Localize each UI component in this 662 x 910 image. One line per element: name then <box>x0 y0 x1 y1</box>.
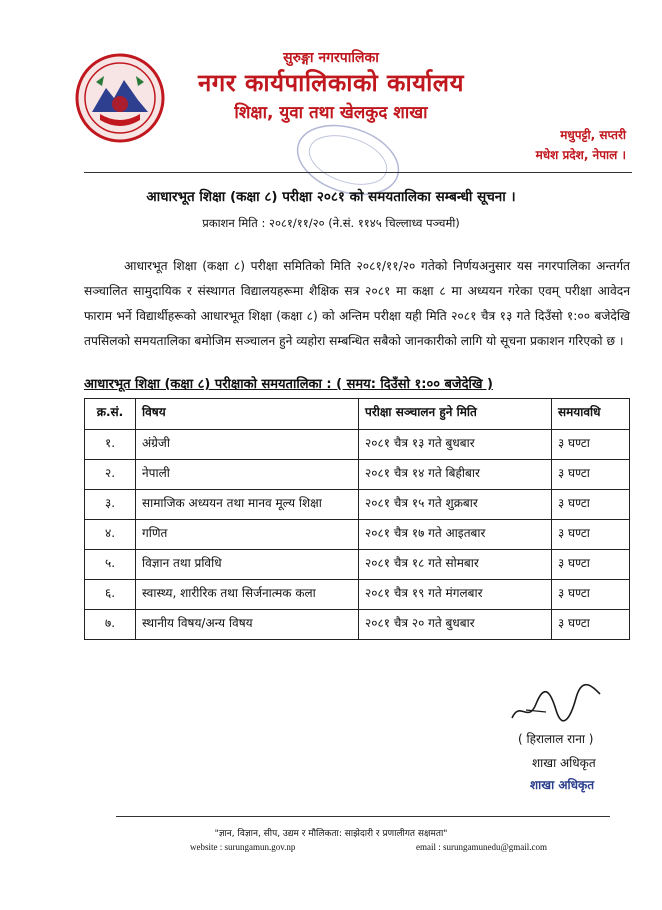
signer-name: ( हिरालाल राना ) <box>518 732 594 746</box>
row-subject: विज्ञान तथा प्रविधि <box>136 550 359 580</box>
municipality-name: सुरुङ्गा नगरपालिका <box>283 50 379 66</box>
row-date: २०८१ चैत्र १५ गते शुक्रबार <box>359 490 552 520</box>
row-serial: ३. <box>85 490 136 520</box>
branch-name: शिक्षा, युवा तथा खेलकुद शाखा <box>234 103 428 123</box>
footer-email: email : surungamunedu@gmail.com <box>416 842 548 852</box>
header-duration: समयावधि <box>552 399 630 430</box>
footer-divider <box>116 816 610 817</box>
handwritten-signature-icon <box>506 680 606 730</box>
table-row <box>85 580 630 610</box>
row-subject: स्थानीय विषय/अन्य विषय <box>136 610 359 640</box>
address-line-2: मधेश प्रदेश, नेपाल । <box>535 148 626 162</box>
row-duration: ३ घण्टा <box>552 490 630 520</box>
table-row <box>85 430 630 460</box>
table-header-row <box>85 399 630 430</box>
table-row <box>85 490 630 520</box>
row-date: २०८१ चैत्र १४ गते बिहीबार <box>359 460 552 490</box>
notice-body <box>84 254 630 354</box>
row-subject: गणित <box>136 520 359 550</box>
header-subject: विषय <box>136 399 359 430</box>
row-date: २०८१ चैत्र १९ गते मंगलबार <box>359 580 552 610</box>
notice-body-paragraph: आधारभूत शिक्षा (कक्षा ८) परीक्षा समितिको मिति २०८१/११/२० गतेको निर्णयअनुसार यस नगरपालिका अन्तर्गत सञ्चालित सामुदायिक र संस्थागत विद्यालयहरूमा शैक्षिक सत्र २०८१ मा कक्षा ८ मा अध्ययन गरेका एवम् परीक्षा आवेदन फाराम भर्ने विद्यार्थीहरूको आधारभूत शिक्षा (कक्षा ८) को अन्तिम परीक्षा यही मिति २०८१ चैत्र १३ गते दिउँसो १:०० बजेदेखि तपसिलको समयतालिका बमोजिम सञ्चालन हुने व्यहोरा सम्बन्धित सबैको जानकारीको लागि यो सूचना प्रकाशन गरिएको छ । <box>84 259 630 348</box>
row-serial: २. <box>85 460 136 490</box>
row-serial: १. <box>85 430 136 460</box>
row-date: २०८१ चैत्र १८ गते सोमबार <box>359 550 552 580</box>
row-date: २०८१ चैत्र १३ गते बुधबार <box>359 430 552 460</box>
signer-stamp: शाखा अधिकृत <box>530 778 595 792</box>
publication-date: प्रकाशन मिति : २०८१/११/२० (ने.सं. ११४५ चिल्लाध्व पञ्चमी) <box>202 216 460 230</box>
signer-post: शाखा अधिकृत <box>532 756 596 770</box>
row-duration: ३ घण्टा <box>552 460 630 490</box>
row-serial: ५. <box>85 550 136 580</box>
office-name: नगर कार्यपालिकाको कार्यालय <box>197 69 465 97</box>
row-duration: ३ घण्टा <box>552 520 630 550</box>
schedule-table <box>84 398 630 640</box>
row-serial: ७. <box>85 610 136 640</box>
footer-website: website : surungamun.gov.np <box>190 842 296 852</box>
row-subject: अंग्रेजी <box>136 430 359 460</box>
row-subject: स्वास्थ्य, शारीरिक तथा सिर्जनात्मक कला <box>136 580 359 610</box>
notice-title: आधारभूत शिक्षा (कक्षा ८) परीक्षा २०८१ को समयतालिका सम्बन्धी सूचना । <box>146 189 516 205</box>
row-duration: ३ घण्टा <box>552 550 630 580</box>
header-exam-date: परीक्षा सञ्चालन हुने मिति <box>359 399 552 430</box>
table-row <box>85 520 630 550</box>
row-serial: ४. <box>85 520 136 550</box>
header-serial: क्र.सं. <box>85 399 136 430</box>
row-serial: ६. <box>85 580 136 610</box>
footer-motto: "ज्ञान, विज्ञान, सीप, उद्यम र मौलिकता: साझेदारी र प्रणालीगत सक्षमता" <box>214 829 448 839</box>
schedule-title: आधारभूत शिक्षा (कक्षा ८) परीक्षाको समयतालिका : ( समय: दिउँसो १:०० बजेदेखि ) <box>84 377 493 392</box>
row-duration: ३ घण्टा <box>552 610 630 640</box>
table-row <box>85 460 630 490</box>
table-row <box>85 610 630 640</box>
row-duration: ३ घण्टा <box>552 430 630 460</box>
row-subject: नेपाली <box>136 460 359 490</box>
row-date: २०८१ चैत्र १७ गते आइतबार <box>359 520 552 550</box>
address-line-1: मधुपट्टी, सप्तरी <box>560 128 626 142</box>
header-divider <box>84 172 632 173</box>
row-subject: सामाजिक अध्ययन तथा मानव मूल्य शिक्षा <box>136 490 359 520</box>
row-duration: ३ घण्टा <box>552 580 630 610</box>
row-date: २०८१ चैत्र २० गते बुधबार <box>359 610 552 640</box>
table-row <box>85 550 630 580</box>
